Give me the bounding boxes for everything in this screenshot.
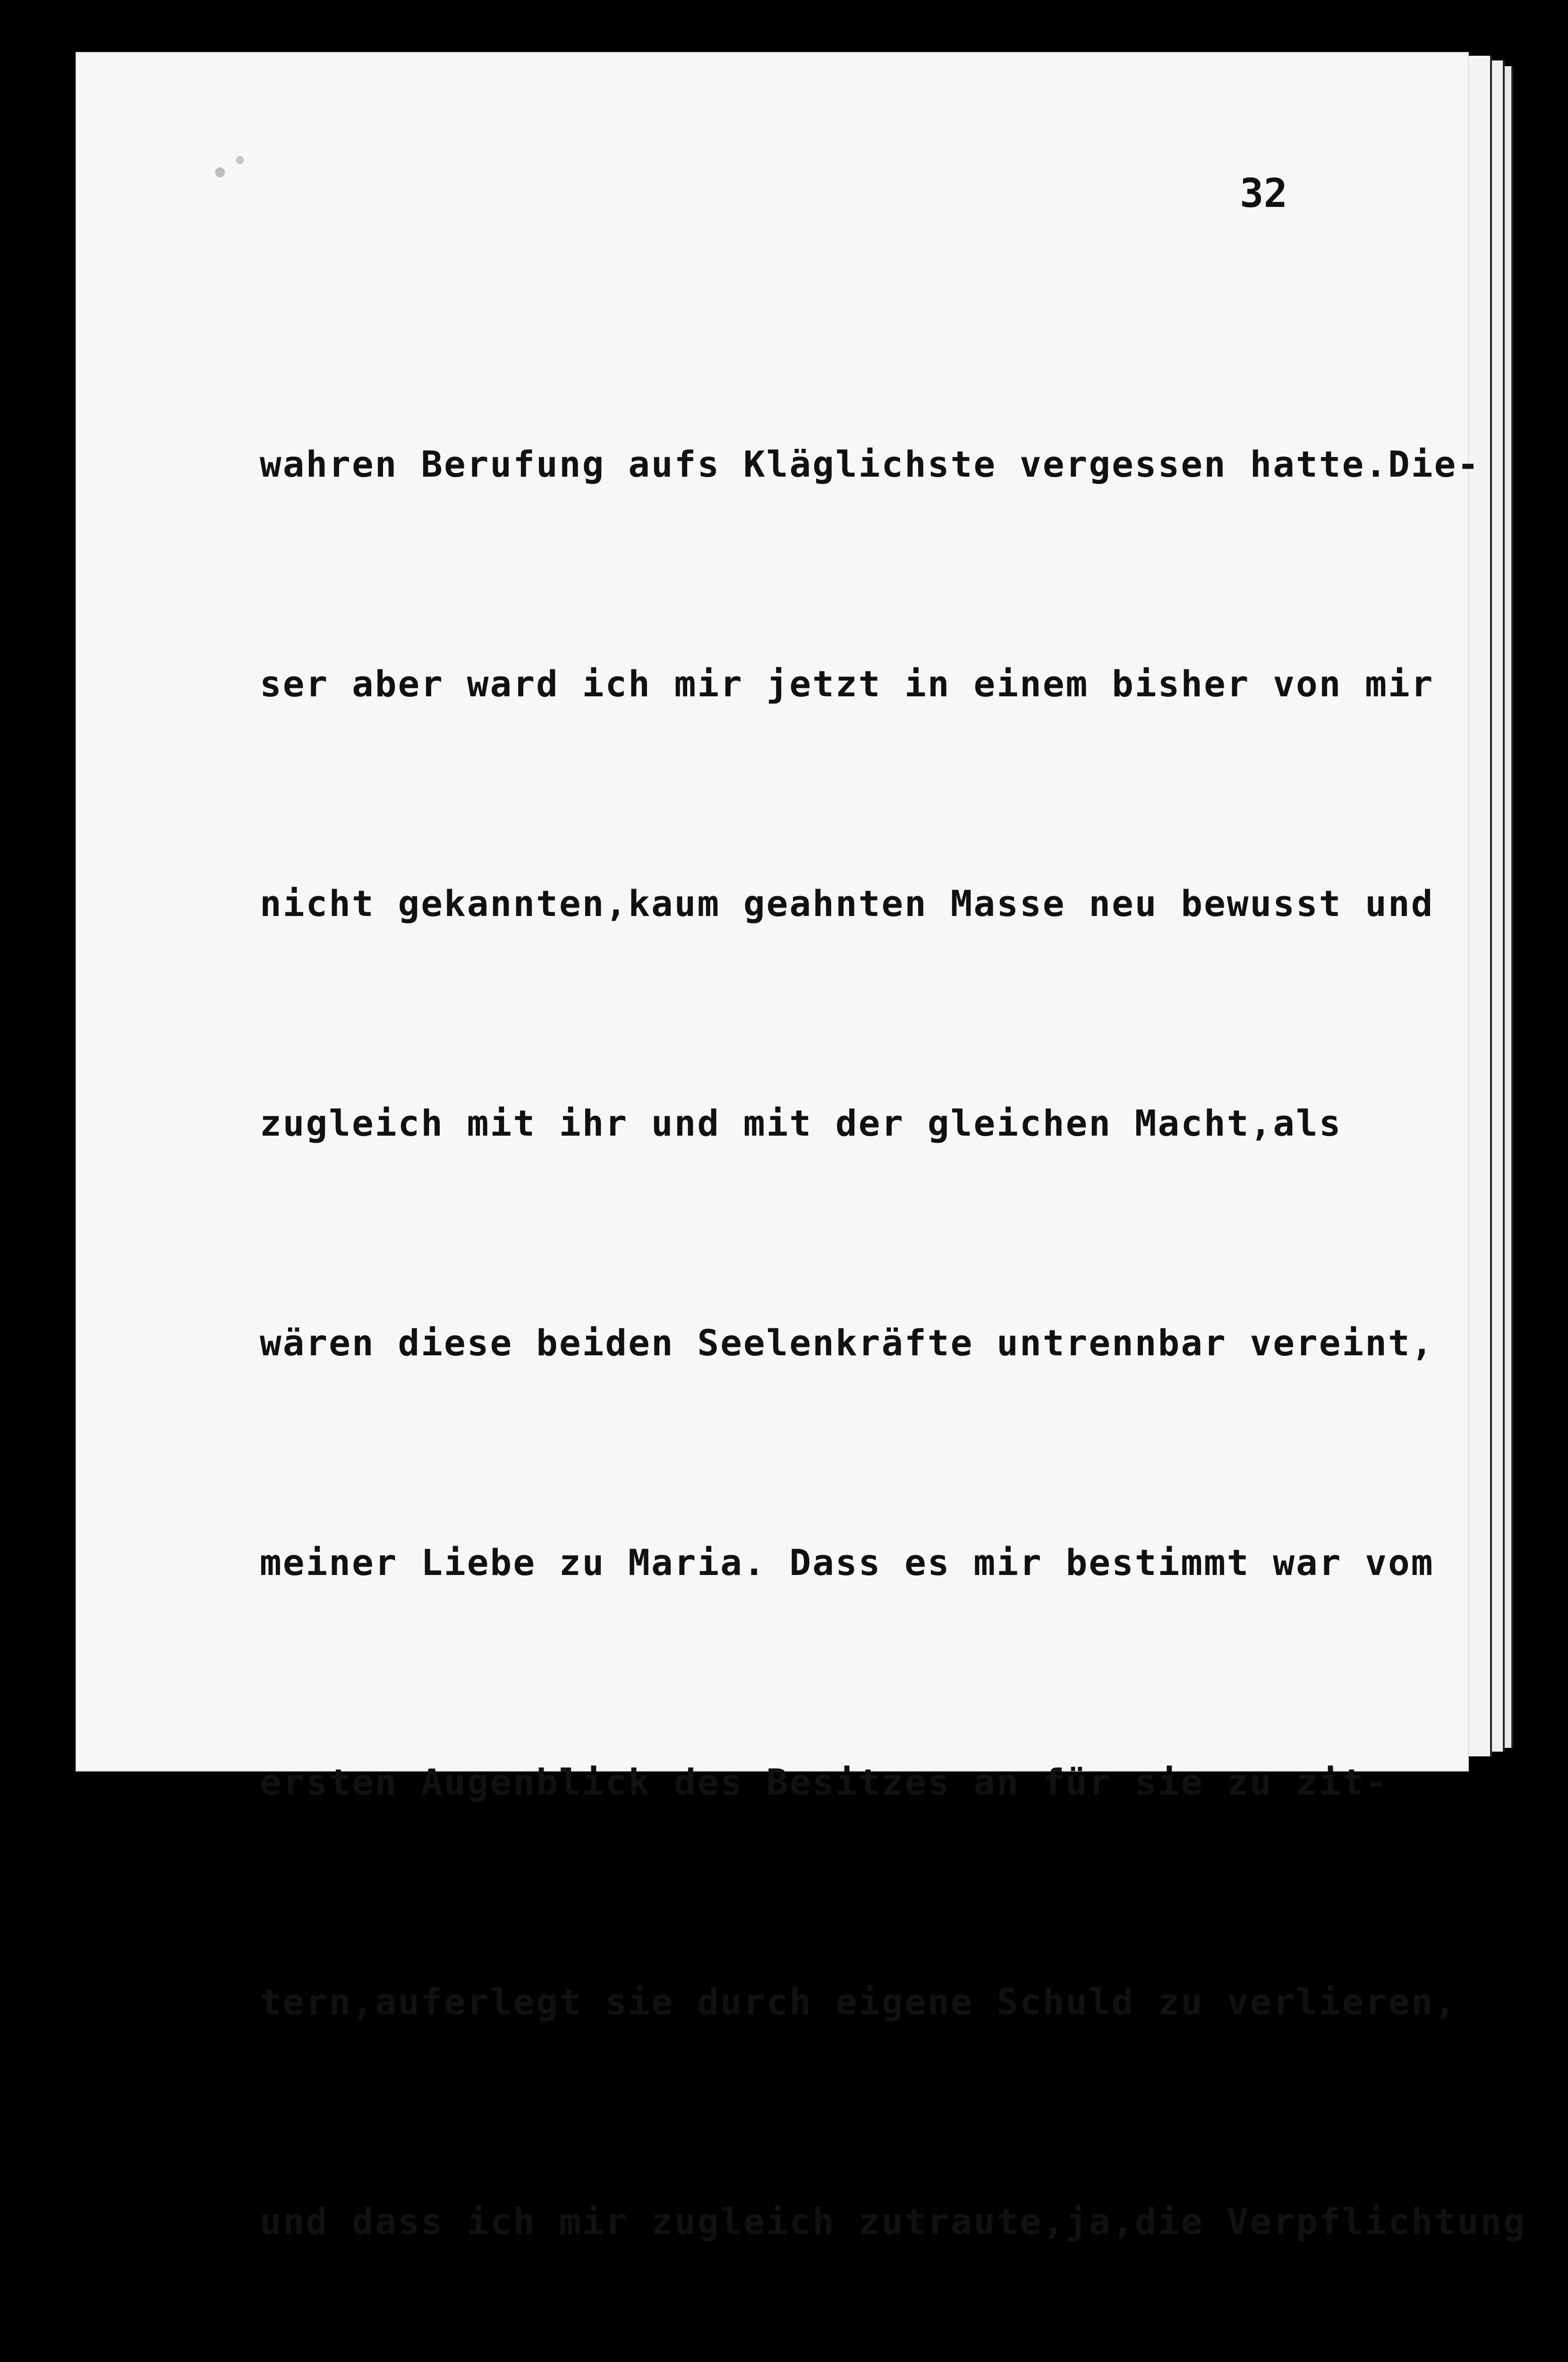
text-line: wären diese beiden Seelenkräfte untrennbar vereint,	[260, 1322, 1434, 1364]
text-line: und dass ich mir zugleich zutraute,ja,die Verpflichtung	[260, 2200, 1526, 2242]
text-line: ser aber ward ich mir jetzt in einem bisher von mir	[260, 663, 1434, 705]
text-line: nicht gekannten,kaum geahnten Masse neu bewusst und	[260, 882, 1434, 924]
text-line: wahren Berufung aufs Kläglichste vergessen hatte.Die-	[260, 443, 1481, 485]
text-line: ersten Augenblick des Besitzes an für sie zu zit-	[260, 1761, 1389, 1803]
text-line: zugleich mit ihr und mit der gleichen Macht,als	[260, 1102, 1342, 1144]
page-body	[260, 281, 1526, 2362]
page-number: 32	[1240, 170, 1288, 216]
text-line: meiner Liebe zu Maria. Dass es mir bestimmt war vom	[260, 1541, 1434, 1583]
paper-stain	[194, 142, 260, 203]
text-line: tern,auferlegt sie durch eigene Schuld zu verlieren,	[260, 1981, 1457, 2023]
